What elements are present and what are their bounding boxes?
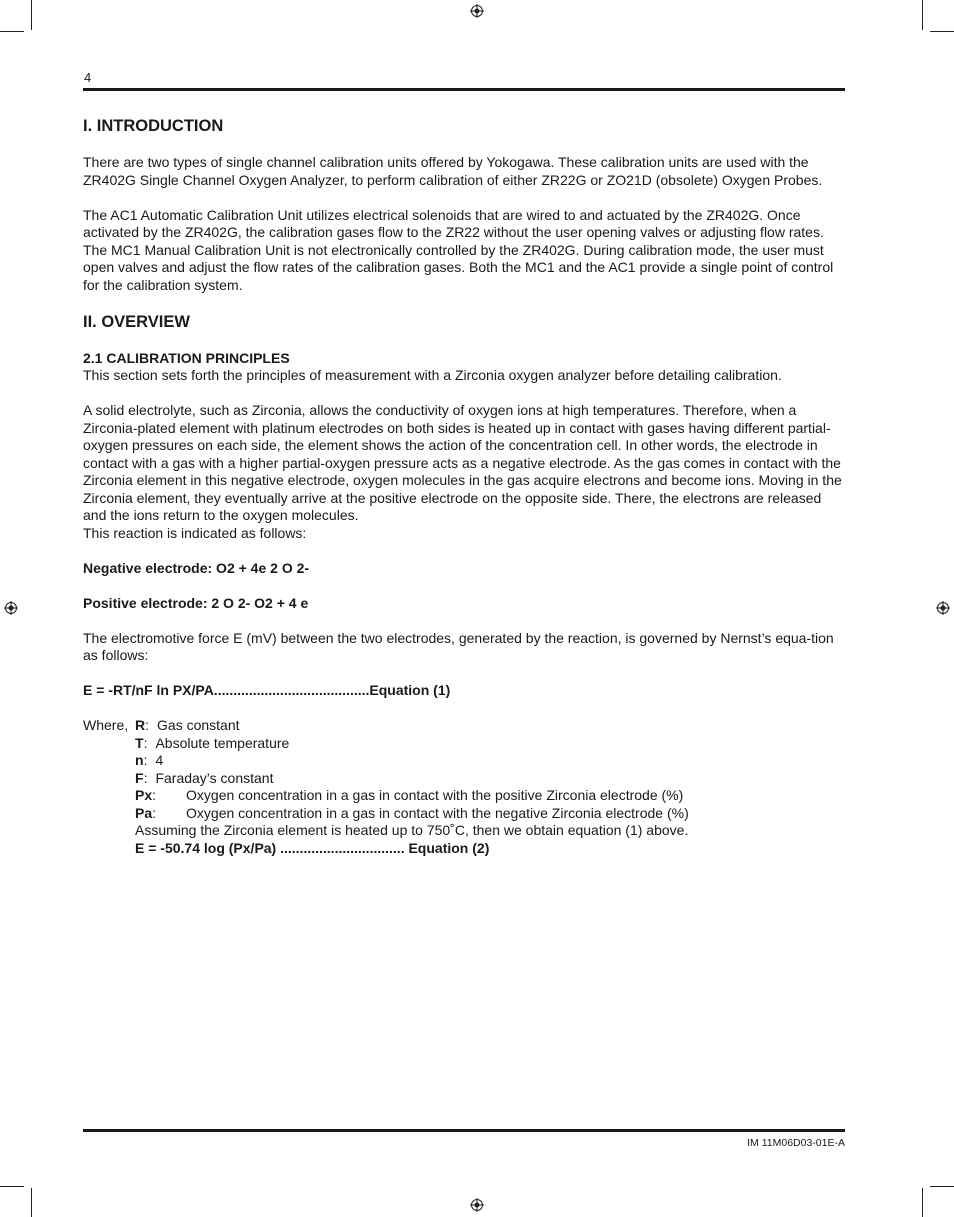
assumption-text: Assuming the Zirconia element is heated up to 750˚C, then we obtain equation (1) above. xyxy=(135,822,689,838)
definition-text: Oxygen concentration in a gas in contact with the positive Zirconia electrode (%) xyxy=(186,787,684,803)
overview-heading: II. OVERVIEW xyxy=(83,312,190,331)
definition-separator: : xyxy=(145,717,150,733)
crop-mark xyxy=(930,1186,954,1187)
definition-row xyxy=(83,770,845,788)
negative-electrode-reaction: Negative electrode: O2 + 4e 2 O 2- xyxy=(83,559,310,576)
definition-separator: : xyxy=(143,734,148,751)
definition-symbol: F xyxy=(135,769,144,786)
equation-2: E = -50.74 log (Px/Pa) ................................ Equation (2) xyxy=(135,839,490,856)
page-body xyxy=(83,116,845,857)
overview-paragraph: This section sets forth the principles of measurement with a Zirconia oxygen analyzer before detailing calibration. xyxy=(83,367,782,383)
definition-separator: : xyxy=(152,804,157,821)
overview-paragraph: This reaction is indicated as follows: xyxy=(83,524,307,541)
crop-mark xyxy=(922,1188,923,1217)
registration-mark-icon xyxy=(4,601,18,615)
page-number: 4 xyxy=(84,70,92,85)
registration-mark-icon xyxy=(470,1198,484,1212)
subheading: 2.1 CALIBRATION PRINCIPLES xyxy=(83,349,290,366)
document-code: IM 11M06D03-01E-A xyxy=(747,1137,845,1149)
intro-heading: I. INTRODUCTION xyxy=(83,117,224,135)
definition-text: Absolute temperature xyxy=(155,734,290,751)
crop-mark xyxy=(0,31,24,32)
registration-mark-icon xyxy=(470,4,484,18)
footer-rule xyxy=(83,1129,845,1132)
definition-symbol: Px xyxy=(135,787,153,803)
definition-row xyxy=(83,787,845,805)
positive-electrode-reaction: Positive electrode: 2 O 2- O2 + 4 e xyxy=(83,594,309,611)
definition-text: Oxygen concentration in a gas in contact with the negative Zirconia electrode (%) xyxy=(186,804,689,821)
assumption-row xyxy=(83,822,845,840)
crop-mark xyxy=(31,0,32,30)
equation-1: E = -RT/nF ln PX/PA........................................Equation (1) xyxy=(83,682,451,698)
crop-mark xyxy=(0,1186,24,1187)
definition-separator: : xyxy=(152,787,157,803)
registration-mark-icon xyxy=(936,601,950,615)
definition-symbol: n xyxy=(135,752,144,768)
definition-symbol: T xyxy=(135,734,144,751)
intro-paragraph: The AC1 Automatic Calibration Unit utilizes electrical solenoids that are wired to and actuated by the ZR402G. Once activated by the ZR402G, the calibration gases flow to the ZR22 without the user opening valves or adjusting flow rates. The MC1 Manual Calibration Unit is not electronically controlled by the ZR402G. During calibration mode, the user must open valves and adjust the flow rates of the calibration gases. Both the MC1 and the AC1 provide a single point of control for the calibration system. xyxy=(83,206,834,293)
where-label: Where, xyxy=(83,717,129,733)
definition-row xyxy=(83,805,845,823)
overview-paragraph: A solid electrolyte, such as Zirconia, allows the conductivity of oxygen ions at high temperatures. Therefore, when a Zirconia-plated element with platinum electrodes on both sides is heated up in contact with gases having different partial-oxygen pressures on each side, the element shows the action of the concentration cell. In other words, the electrode in contact with a gas with a higher partial-oxygen pressure acts as a negative electrode. As the gas comes in contact with the Zirconia element in this negative electrode, oxygen molecules in the gas acquire electrons and become ions. Moving in the Zirconia element, they eventually arrive at the positive electrode on the opposite side. There, the electrons are released and the ions return to the oxygen molecules. xyxy=(83,402,842,523)
definition-symbol: R xyxy=(135,717,146,733)
definition-text: Gas constant xyxy=(157,717,240,733)
crop-mark xyxy=(930,31,954,32)
crop-mark xyxy=(922,0,923,30)
definition-row xyxy=(83,735,845,753)
definition-text: Faraday’s constant xyxy=(155,769,274,786)
equation-2-row xyxy=(83,840,845,858)
definition-separator: : xyxy=(143,752,148,768)
definition-text: 4 xyxy=(155,752,164,768)
overview-paragraph: The electromotive force E (mV) between the two electrodes, generated by the reaction, is governed by Nernst’s equa-tion as follows: xyxy=(83,629,834,663)
crop-mark xyxy=(31,1188,32,1217)
intro-paragraph: There are two types of single channel calibration units offered by Yokogawa. These calibration units are used with the ZR402G Single Channel Oxygen Analyzer, to perform calibration of either ZR22G or ZO21D (obsolete) Oxygen Probes. xyxy=(83,154,823,188)
definition-row xyxy=(83,752,845,770)
definition-symbol: Pa xyxy=(135,804,153,821)
definition-separator: : xyxy=(143,769,148,786)
definition-row xyxy=(83,717,845,735)
header-rule xyxy=(83,88,845,91)
